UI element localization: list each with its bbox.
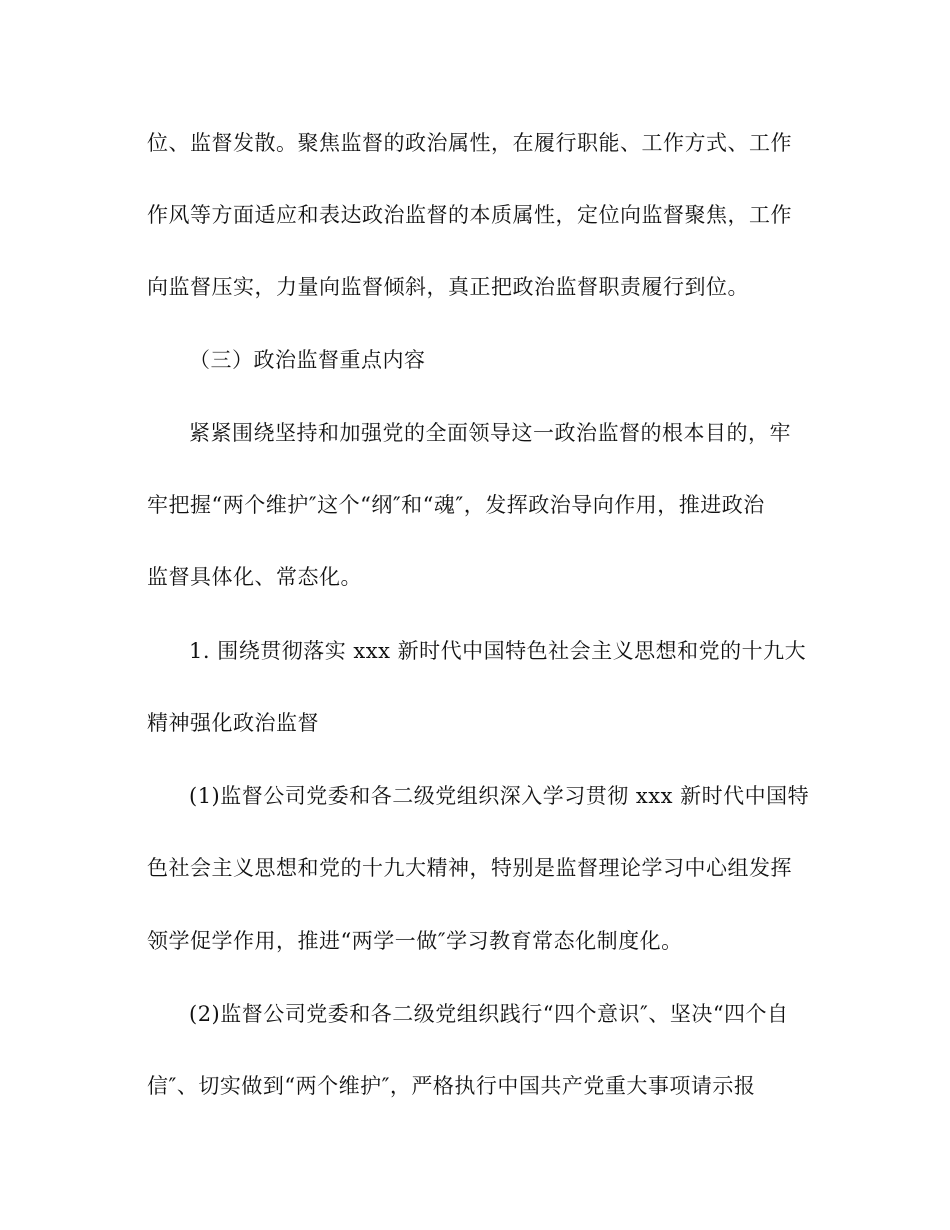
body-line-11: 色社会主义思想和党的十九大精神，特别是监督理论学习中心组发挥 xyxy=(147,856,792,880)
body-line-1: 位、监督发散。聚焦监督的政治属性，在履行职能、工作方式、工作 xyxy=(147,131,792,155)
body-line-3: 向监督压实，力量向监督倾斜，真正把政治监督职责履行到位。 xyxy=(147,275,749,299)
body-line-6: 牢把握“两个维护″这个“纲″和“魂″，发挥政治导向作用，推进政治 xyxy=(147,493,765,517)
body-line-7: 监督具体化、常态化。 xyxy=(147,565,362,589)
body-line-2: 作风等方面适应和表达政治监督的本质属性，定位向监督聚焦，工作 xyxy=(147,203,792,227)
body-line-9: 精神强化政治监督 xyxy=(147,711,319,735)
body-line-10: (1)监督公司党委和各二级党组织深入学习贯彻 xxx 新时代中国特 xyxy=(189,784,810,808)
body-line-14: 信″、切实做到“两个维护″，严格执行中国共产党重大事项请示报 xyxy=(147,1074,756,1098)
numbered-item-heading: 1. 围绕贯彻落实 xxx 新时代中国特色社会主义思想和党的十九大 xyxy=(189,639,807,663)
body-line-13: (2)监督公司党委和各二级党组织践行“四个意识″、坚决“四个自 xyxy=(189,1002,789,1026)
body-line-5: 紧紧围绕坚持和加强党的全面领导这一政治监督的根本目的，牢 xyxy=(189,421,791,445)
body-line-12: 领学促学作用，推进“两学一做″学习教育常态化制度化。 xyxy=(147,929,683,953)
section-heading: （三）政治监督重点内容 xyxy=(189,348,426,372)
